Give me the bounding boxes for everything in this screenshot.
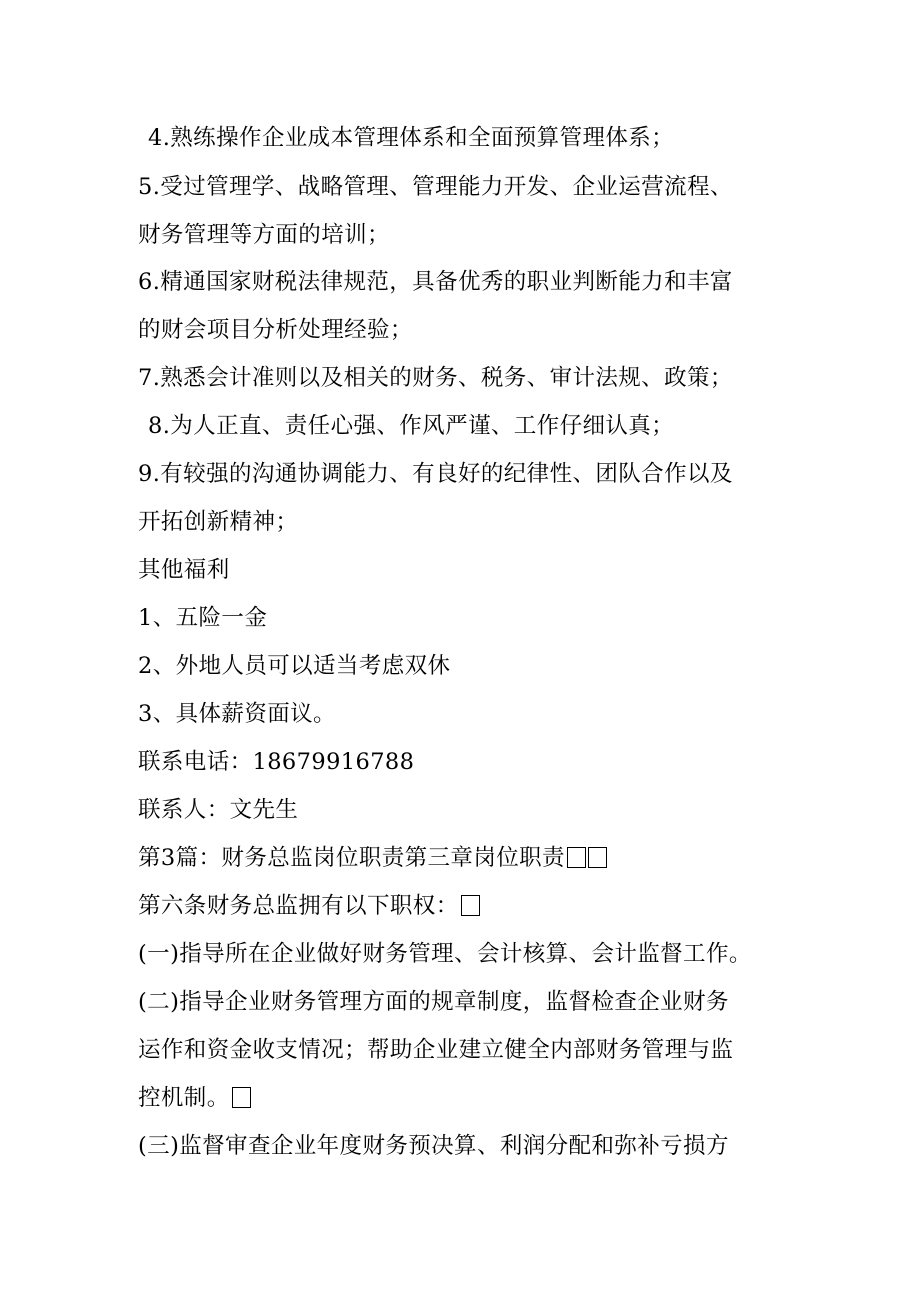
text-line-4: 6.精通国家财税法律规范，具备优秀的职业判断能力和丰富 — [138, 269, 733, 295]
contact-person: 联系人：文先生 — [138, 797, 299, 823]
duty-item-3-line-1: (三)监督审查企业年度财务预决算、利润分配和弥补亏损方 — [138, 1133, 729, 1159]
section-heading-other-benefits: 其他福利 — [138, 557, 230, 583]
duty-item-2-line-2: 运作和资金收支情况；帮助企业建立健全内部财务管理与监 — [138, 1037, 734, 1063]
text-line-6: 7.熟悉会计准则以及相关的财务、税务、审计法规、政策； — [138, 365, 733, 391]
text-line-9: 开拓创新精神； — [138, 509, 299, 535]
text-line-3: 财务管理等方面的培训； — [138, 222, 390, 248]
article-heading-text: 第六条财务总监拥有以下职权： — [138, 893, 459, 919]
duty-item-2-line-3 — [138, 1083, 251, 1113]
missing-glyph-box-icon — [567, 847, 586, 868]
missing-glyph-box-icon — [588, 847, 607, 868]
chapter-heading-text: 第3篇：财务总监岗位职责第三章岗位职责 — [138, 845, 565, 871]
text-line-1: 4.熟练操作企业成本管理体系和全面预算管理体系； — [148, 125, 675, 151]
benefit-item-1: 1、五险一金 — [138, 605, 268, 631]
article-heading — [138, 891, 480, 921]
text-line-2: 5.受过管理学、战略管理、管理能力开发、企业运营流程、 — [138, 174, 733, 200]
missing-glyph-box-icon — [461, 895, 480, 916]
benefit-item-3: 3、具体薪资面议。 — [138, 701, 336, 727]
text-line-7: 8.为人正直、责任心强、作风严谨、工作仔细认真； — [148, 413, 675, 439]
duty-item-2-line-1: (二)指导企业财务管理方面的规章制度，监督检查企业财务 — [138, 989, 729, 1015]
missing-glyph-box-icon — [232, 1087, 251, 1108]
contact-phone: 联系电话：18679916788 — [138, 749, 415, 775]
text-line-8: 9.有较强的沟通协调能力、有良好的纪律性、团队合作以及 — [138, 461, 733, 487]
benefit-item-2: 2、外地人员可以适当考虑双休 — [138, 653, 451, 679]
text-line-5: 的财会项目分析处理经验； — [138, 317, 413, 343]
duty-item-1: (一)指导所在企业做好财务管理、会计核算、会计监督工作。 — [138, 941, 752, 967]
duty-item-2-line-3-text: 控机制。 — [138, 1085, 230, 1111]
chapter-heading — [138, 843, 607, 873]
